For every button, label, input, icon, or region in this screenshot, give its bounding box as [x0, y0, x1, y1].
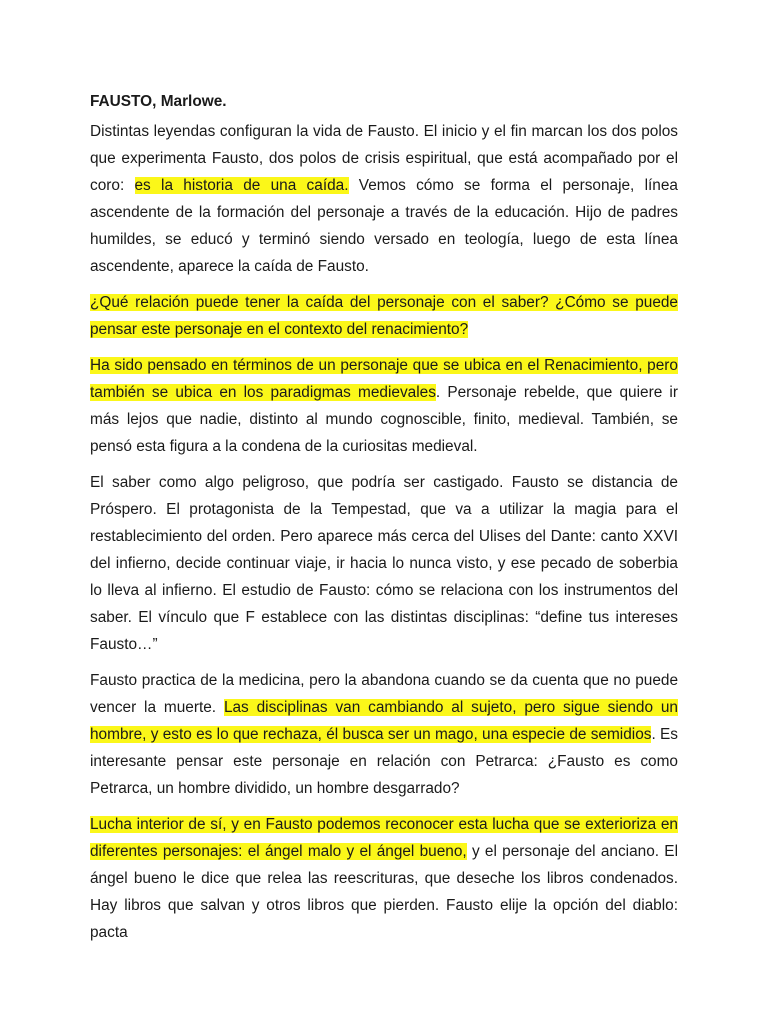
paragraph — [90, 811, 678, 946]
text-run: Vemos cómo se forma el personaje, línea ascendente de la formación del personaje a través de la educación. Hijo de padres humildes, se educó y terminó siendo versado en teología, luego de esta línea ascendente, aparece la caída de Fausto. — [90, 177, 678, 275]
text-run: . Personaje rebelde, que quiere ir más lejos que nadie, distinto al mundo cognoscible, finito, medieval. También, se pensó esta figura a la condena de la curiositas medieval. — [90, 384, 678, 455]
text-run: y el personaje del anciano. El ángel bueno le dice que relea las reescrituras, que deseche los libros condenados. Hay libros que salvan y otros libros que pierden. Fausto elije la opción del diablo: pacta — [90, 843, 678, 941]
paragraph — [90, 667, 678, 802]
paragraph — [90, 289, 678, 343]
paragraph — [90, 118, 678, 280]
paragraph — [90, 469, 678, 658]
paragraph-list — [90, 118, 678, 946]
text-run: Fausto practica de la medicina, pero la abandona cuando se da cuenta que no puede vencer la muerte. — [90, 672, 678, 716]
text-run: El saber como algo peligroso, que podría ser castigado. Fausto se distancia de Próspero. El protagonista de la Tempestad, que va a utilizar la magia para el restablecimiento del orden. Pero aparece más cerca del Ulises del Dante: canto XXVI del infierno, decide continuar viaje, ir hacia lo nunca visto, y ese pecado de soberbia lo lleva al infierno. El estudio de Fausto: cómo se relaciona con los instrumentos del saber. El vínculo que F establece con las distintas disciplinas: “define tus intereses Fausto…” — [90, 474, 678, 653]
document-title: FAUSTO, Marlowe. — [90, 93, 227, 110]
text-run: Distintas leyendas configuran la vida de Fausto. El inicio y el fin marcan los dos polos que experimenta Fausto, dos polos de crisis espiritual, que está acompañado por el coro: — [90, 123, 678, 194]
highlighted-text: ¿Qué relación puede tener la caída del personaje con el saber? ¿Cómo se puede pensar este personaje en el contexto del renacimiento? — [90, 294, 678, 338]
paragraph — [90, 352, 678, 460]
highlighted-text: Lucha interior de sí, y en Fausto podemos reconocer esta lucha que se exterioriza en diferentes personajes: el ángel malo y el ángel bueno, — [90, 816, 678, 860]
highlighted-text: Ha sido pensado en términos de un personaje que se ubica en el Renacimiento, pero también se ubica en los paradigmas medievales — [90, 357, 678, 401]
highlighted-text: es la historia de una caída. — [134, 177, 349, 194]
text-run: . Es interesante pensar este personaje en relación con Petrarca: ¿Fausto es como Petrarca, un hombre dividido, un hombre desgarrado? — [90, 726, 678, 797]
document-body — [90, 92, 678, 955]
highlighted-text: Las disciplinas van cambiando al sujeto, pero sigue siendo un hombre, y esto es lo que rechaza, él busca ser un mago, una especie de semidios — [90, 699, 678, 743]
